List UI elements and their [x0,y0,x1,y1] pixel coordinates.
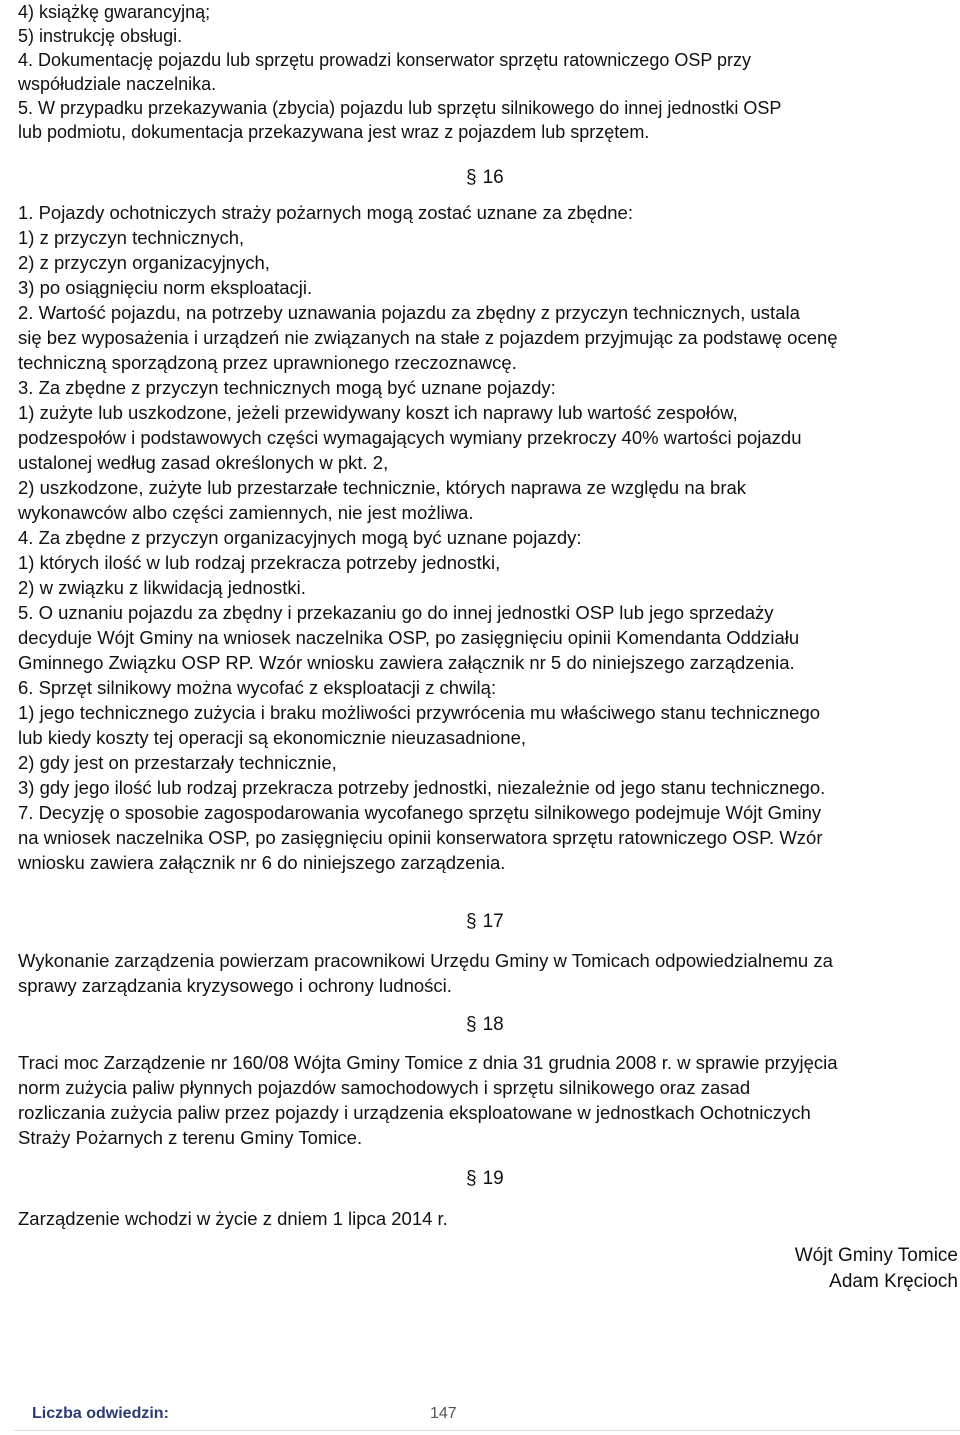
section-number: 16 [482,167,504,188]
text-line: 2) gdy jest on przestarzały technicznie, [18,752,337,773]
text-line: ustalonej według zasad określonych w pkt. 2, [18,452,389,473]
text-line: 4. Dokumentację pojazdu lub sprzętu prowadzi konserwator sprzętu ratowniczego OSP przy [18,50,752,70]
text-line: 5. O uznaniu pojazdu za zbędny i przekazaniu go do innej jednostki OSP lub jego sprzedaży [18,602,774,623]
text-line: 7. Decyzję o sposobie zagospodarowania wycofanego sprzętu silnikowego podejmuje Wójt Gminy [18,802,822,823]
text-line: Gminnego Związku OSP RP. Wzór wniosku zawiera załącznik nr 5 do niniejszego zarządzenia. [18,652,795,673]
text-line: sprawy zarządzania kryzysowego i ochrony ludności. [18,975,452,996]
section-number: 19 [482,1168,504,1189]
section-mark: § [466,167,477,188]
section-16-body [18,200,954,875]
text-line: współudziale naczelnika. [18,74,217,94]
signature-title: Wójt Gminy Tomice [794,1245,958,1266]
text-line: decyduje Wójt Gminy na wniosek naczelnika OSP, po zasięgnięciu opinii Komendanta Oddziału [18,627,800,648]
text-line: Wykonanie zarządzenia powierzam pracownikowi Urzędu Gminy w Tomicach odpowiedzialnemu za [18,950,833,971]
section-mark: § [466,1014,477,1035]
text-line: 2. Wartość pojazdu, na potrzeby uznawania pojazdu za zbędny z przyczyn technicznych, ustala [18,302,800,323]
signature-name: Adam Kręcioch [829,1271,958,1292]
section-heading-18 [466,1013,504,1037]
text-line: 1) z przyczyn technicznych, [18,227,245,248]
text-line: wykonawców albo części zamiennych, nie jest możliwa. [18,502,474,523]
text-line: na wniosek naczelnika OSP, po zasięgnięciu opinii konserwatora sprzętu ratowniczego OSP. Wzór [18,827,823,848]
text-line: 2) uszkodzone, zużyte lub przestarzałe technicznie, których naprawa ze względu na brak [18,477,747,498]
signature-block [795,1243,958,1295]
section-heading-16 [466,166,504,190]
section-17-body [18,948,954,998]
text-line: 1) zużyte lub uszkodzone, jeżeli przewidywany koszt ich naprawy lub wartość zespołów, [18,402,738,423]
section-mark: § [466,1168,477,1189]
text-line: podzespołów i podstawowych części wymagających wymiany przekroczy 40% wartości pojazdu [18,427,802,448]
text-line: 5) instrukcję obsługi. [18,26,183,46]
section-19-body [18,1206,954,1231]
text-line: 3) gdy jego ilość lub rodzaj przekracza potrzeby jednostki, niezależnie od jego stanu technicznego. [18,777,826,798]
text-line: Traci moc Zarządzenie nr 160/08 Wójta Gminy Tomice z dnia 31 grudnia 2008 r. w sprawie przyjęcia [18,1052,838,1073]
text-line: lub podmiotu, dokumentacja przekazywana jest wraz z pojazdem lub sprzętem. [18,122,650,142]
text-line: norm zużycia paliw płynnych pojazdów samochodowych i sprzętu silnikowego oraz zasad [18,1077,751,1098]
section-18-body [18,1050,954,1150]
text-line: 2) w związku z likwidacją jednostki. [18,577,306,598]
top-continuation [18,0,954,144]
text-line: 3. Za zbędne z przyczyn technicznych mogą być uznane pojazdy: [18,377,556,398]
text-line: 2) z przyczyn organizacyjnych, [18,252,270,273]
visit-counter [32,1403,457,1425]
text-line: Straży Pożarnych z terenu Gminy Tomice. [18,1127,363,1148]
section-heading-19 [466,1167,504,1191]
text-line: rozliczania zużycia paliw przez pojazdy i urządzenia eksploatowane w jednostkach Ochotniczych [18,1102,811,1123]
visit-counter-label: Liczba odwiedzin: [32,1405,169,1422]
text-line: 5. W przypadku przekazywania (zbycia) pojazdu lub sprzętu silnikowego do innej jednostki OSP [18,98,782,118]
text-line: 6. Sprzęt silnikowy można wycofać z eksploatacji z chwilą: [18,677,497,698]
section-number: 18 [482,1014,504,1035]
text-line: się bez wyposażenia i urządzeń nie związanych na stałe z pojazdem przyjmując za podstawę ocenę [18,327,838,348]
text-line: 4) książkę gwarancyjną; [18,2,211,22]
text-line: 1) jego technicznego zużycia i braku możliwości przywrócenia mu właściwego stanu technicznego [18,702,821,723]
section-heading-17 [466,910,504,934]
text-line: 4. Za zbędne z przyczyn organizacyjnych mogą być uznane pojazdy: [18,527,582,548]
text-line: 1. Pojazdy ochotniczych straży pożarnych mogą zostać uznane za zbędne: [18,202,633,223]
section-mark: § [466,911,477,932]
footer-divider [14,1430,960,1431]
text-line: Zarządzenie wchodzi w życie z dniem 1 lipca 2014 r. [18,1208,448,1229]
text-line: 1) których ilość w lub rodzaj przekracza potrzeby jednostki, [18,552,501,573]
text-line: techniczną sporządzoną przez uprawnionego rzeczoznawcę. [18,352,517,373]
text-line: wniosku zawiera załącznik nr 6 do niniejszego zarządzenia. [18,852,506,873]
text-line: 3) po osiągnięciu norm eksploatacji. [18,277,313,298]
text-line: lub kiedy koszty tej operacji są ekonomicznie nieuzasadnione, [18,727,527,748]
visit-counter-value: 147 [430,1405,457,1422]
section-number: 17 [482,911,504,932]
